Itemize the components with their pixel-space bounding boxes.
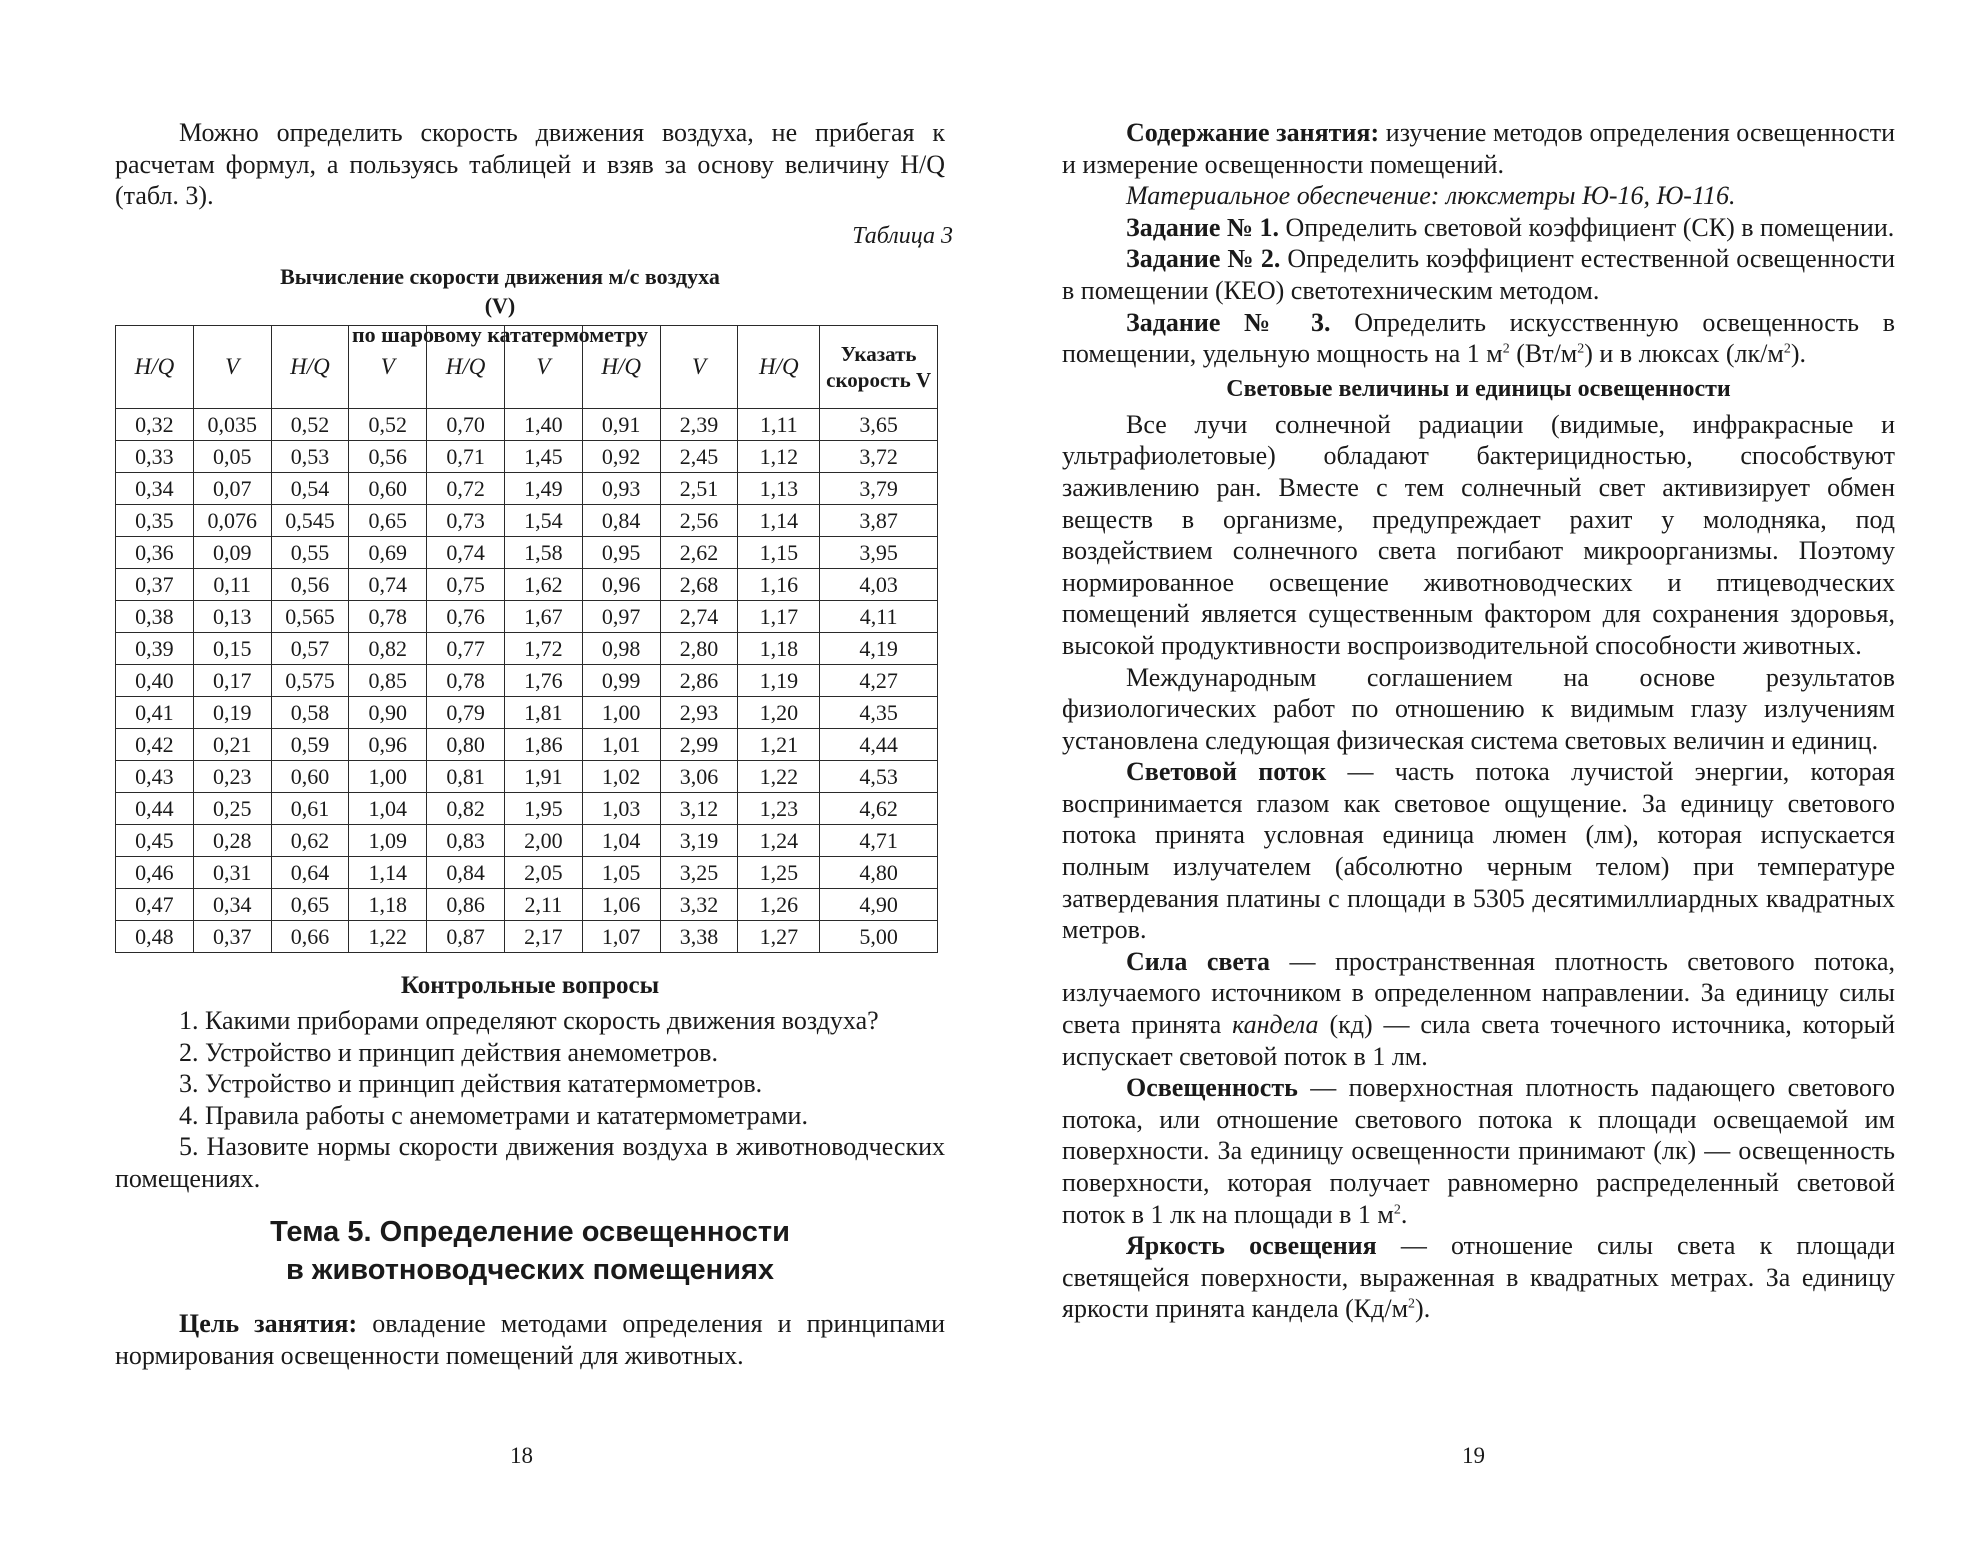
table-row [116, 505, 938, 537]
table-row [116, 825, 938, 857]
table-cell: 0,05 [193, 441, 271, 473]
table-cell: 1,21 [738, 729, 820, 761]
table-cell: 0,23 [193, 761, 271, 793]
column-header: V [349, 326, 427, 409]
left-page [115, 0, 953, 1542]
definition-luminous-flux: — часть потока лучистой энергии, которая воспринимается глазом как световое ощущение. За единицу светового потока принята условная единица люмен (лм), которая испускается полным излучателем (абсолютно черным телом) при температуре затвердевания платины с площади в 5305 десятимиллиардных квадратных метров. [1062, 757, 1896, 945]
table-cell: 0,95 [582, 537, 660, 569]
table-cell: 4,90 [820, 889, 938, 921]
task-3-text: ) и в люксах (лк/м [1584, 339, 1784, 369]
table-row [116, 761, 938, 793]
superscript: 2 [1393, 1201, 1401, 1217]
content-label: Содержание занятия: [1126, 118, 1380, 147]
table-cell: 1,45 [504, 441, 582, 473]
table-title-line-2: по шаровому кататермометру [351, 322, 649, 347]
question-item: 5. Назовите нормы скорости движения воздуха в животноводческих помещениях. [115, 1132, 945, 1193]
table-cell: 0,19 [193, 697, 271, 729]
table-cell: 0,575 [271, 665, 349, 697]
table-cell: 0,37 [193, 921, 271, 953]
table-cell: 0,74 [349, 569, 427, 601]
table-cell: 1,03 [582, 793, 660, 825]
table-cell: 0,62 [271, 825, 349, 857]
table-cell: 0,66 [271, 921, 349, 953]
term-candela: кандела [1232, 1010, 1319, 1040]
table-cell: 0,55 [271, 537, 349, 569]
column-header: V [193, 326, 271, 409]
table-cell: 0,13 [193, 601, 271, 633]
table-cell: 0,82 [349, 633, 427, 665]
table-cell: 1,26 [738, 889, 820, 921]
table-cell: 4,27 [820, 665, 938, 697]
column-header-speed: Указать скорость V [820, 326, 938, 409]
table-cell: 4,62 [820, 793, 938, 825]
question-item: 4. Правила работы с анемометрами и кататермометрами. [179, 1100, 808, 1130]
table-cell: 0,79 [427, 697, 505, 729]
table-row [116, 665, 938, 697]
table-cell: 2,99 [660, 729, 738, 761]
table-cell: 3,72 [820, 441, 938, 473]
table-cell: 3,19 [660, 825, 738, 857]
question-item: 1. Какими приборами определяют скорость движения воздуха? [179, 1006, 879, 1035]
paragraph-brightness [1062, 1230, 1895, 1325]
task-2 [1062, 243, 1895, 306]
table-cell: 2,00 [504, 825, 582, 857]
speed-table [115, 325, 938, 953]
table-cell: 4,71 [820, 825, 938, 857]
table-cell: 0,44 [116, 793, 194, 825]
table-cell: 1,05 [582, 857, 660, 889]
table-cell: 0,57 [271, 633, 349, 665]
right-text [1062, 117, 1895, 1325]
definition-illuminance: — поверхностная плотность падающего светового потока, или отношение светового потока к площади освещаемой им поверхности. За единицу освещенности принимают (лк) — освещенность поверхности, которая получает равномерно распределенный световой поток в 1 лк на площади в 1 м [1062, 1073, 1895, 1229]
table-cell: 3,32 [660, 889, 738, 921]
table-cell: 3,87 [820, 505, 938, 537]
table-cell: 2,68 [660, 569, 738, 601]
superscript: 2 [1577, 341, 1585, 357]
table-cell: 1,07 [582, 921, 660, 953]
question-item: 3. Устройство и принцип действия кататермометров. [179, 1069, 763, 1099]
goal-label: Цель занятия: [179, 1309, 358, 1338]
table-cell: 0,72 [427, 473, 505, 505]
table-cell: 1,25 [738, 857, 820, 889]
table-row [116, 857, 938, 889]
paragraph-agreement: Международным соглашением на основе результатов физиологических работ по отношению к видимым глазу излучениям установлена следующая физическая система световых величин и единиц. [1062, 662, 1895, 755]
table-cell: 0,25 [193, 793, 271, 825]
table-cell: 4,35 [820, 697, 938, 729]
table-cell: 1,16 [738, 569, 820, 601]
materials-text: Материальное обеспечение: люксметры Ю-16, Ю-116. [1126, 181, 1736, 211]
intro-paragraph: Можно определить скорость движения воздуха, не прибегая к расчетам формул, а пользуясь таблицей и взяв за основу величину H/Q (табл. 3). [115, 118, 945, 211]
table-cell: 0,07 [193, 473, 271, 505]
column-header: V [504, 326, 582, 409]
table-cell: 0,37 [116, 569, 194, 601]
table-cell: 0,34 [193, 889, 271, 921]
term-brightness: Яркость освещения [1126, 1231, 1377, 1261]
table-cell: 1,00 [582, 697, 660, 729]
content-text: изучение методов определения освещенности и измерение освещенности помещений. [1062, 118, 1895, 179]
table-row [116, 921, 938, 953]
table-header-row [116, 326, 938, 409]
paragraph-luminous-flux [1062, 756, 1895, 946]
table-cell: 4,11 [820, 601, 938, 633]
table-cell: 1,24 [738, 825, 820, 857]
table-row [116, 697, 938, 729]
table-cell: 4,80 [820, 857, 938, 889]
table-cell: 0,73 [427, 505, 505, 537]
table-cell: 1,86 [504, 729, 582, 761]
table-cell: 0,56 [349, 441, 427, 473]
table-cell: 0,17 [193, 665, 271, 697]
table-cell: 3,79 [820, 473, 938, 505]
table-cell: 2,11 [504, 889, 582, 921]
table-cell: 0,65 [271, 889, 349, 921]
table-cell: 0,97 [582, 601, 660, 633]
table-caption: Таблица 3 [852, 223, 953, 249]
goal-paragraph [115, 1308, 945, 1371]
table-row [116, 633, 938, 665]
column-header: H/Q [738, 326, 820, 409]
table-cell: 1,54 [504, 505, 582, 537]
table-cell: 2,51 [660, 473, 738, 505]
table-cell: 0,52 [349, 409, 427, 441]
table-cell: 3,95 [820, 537, 938, 569]
table-cell: 0,15 [193, 633, 271, 665]
table-cell: 0,35 [116, 505, 194, 537]
task-3 [1062, 307, 1895, 370]
table-cell: 0,36 [116, 537, 194, 569]
table-row [116, 729, 938, 761]
table-cell: 0,52 [271, 409, 349, 441]
table-cell: 0,40 [116, 665, 194, 697]
table-cell: 1,20 [738, 697, 820, 729]
table-cell: 0,48 [116, 921, 194, 953]
table-cell: 0,565 [271, 601, 349, 633]
task-2-text: Определить коэффициент естественной освещенности в помещении (КЕО) светотехническим методом. [1062, 244, 1895, 305]
table-cell: 0,91 [582, 409, 660, 441]
table-cell: 0,56 [271, 569, 349, 601]
table-row [116, 889, 938, 921]
table-cell: 0,09 [193, 537, 271, 569]
table-cell: 0,39 [116, 633, 194, 665]
table-cell: 0,32 [116, 409, 194, 441]
table-cell: 1,15 [738, 537, 820, 569]
table-cell: 0,81 [427, 761, 505, 793]
table-cell: 0,69 [349, 537, 427, 569]
table-row [116, 601, 938, 633]
table-cell: 2,39 [660, 409, 738, 441]
table-cell: 0,98 [582, 633, 660, 665]
table-cell: 2,17 [504, 921, 582, 953]
table-cell: 1,23 [738, 793, 820, 825]
table-cell: 3,38 [660, 921, 738, 953]
table-cell: 1,19 [738, 665, 820, 697]
table-cell: 4,03 [820, 569, 938, 601]
table-cell: 1,40 [504, 409, 582, 441]
definition-luminous-intensity-end: (кд) — сила света точечного источника, который испускает световой поток в 1 лм. [1062, 1010, 1895, 1071]
table-cell: 1,09 [349, 825, 427, 857]
column-header: H/Q [427, 326, 505, 409]
table-cell: 2,80 [660, 633, 738, 665]
task-1-text: Определить световой коэффициент (СК) в помещении. [1279, 212, 1895, 242]
table-cell: 2,05 [504, 857, 582, 889]
materials-paragraph [1062, 180, 1895, 212]
table-cell: 4,53 [820, 761, 938, 793]
table-cell: 1,14 [738, 505, 820, 537]
table-cell: 0,076 [193, 505, 271, 537]
table-cell: 2,62 [660, 537, 738, 569]
table-cell: 1,76 [504, 665, 582, 697]
table-cell: 2,56 [660, 505, 738, 537]
table-cell: 0,87 [427, 921, 505, 953]
term-luminous-flux: Световой поток [1126, 757, 1327, 787]
table-row [116, 409, 938, 441]
table-cell: 1,58 [504, 537, 582, 569]
table-cell: 2,86 [660, 665, 738, 697]
table-cell: 0,61 [271, 793, 349, 825]
table-cell: 3,12 [660, 793, 738, 825]
table-cell: 0,45 [116, 825, 194, 857]
table-row [116, 537, 938, 569]
table-cell: 1,18 [349, 889, 427, 921]
table-cell: 0,71 [427, 441, 505, 473]
table-cell: 0,65 [349, 505, 427, 537]
table-cell: 0,47 [116, 889, 194, 921]
table-body [116, 409, 938, 953]
table-cell: 1,91 [504, 761, 582, 793]
task-1 [1062, 212, 1895, 244]
table-cell: 3,25 [660, 857, 738, 889]
superscript: 2 [1502, 341, 1510, 357]
table-cell: 0,38 [116, 601, 194, 633]
table-cell: 2,74 [660, 601, 738, 633]
table-cell: 0,42 [116, 729, 194, 761]
table-cell: 1,72 [504, 633, 582, 665]
section-heading: Световые величины и единицы освещенности [1226, 375, 1731, 402]
table-cell: 0,28 [193, 825, 271, 857]
table-row [116, 441, 938, 473]
table-cell: 0,77 [427, 633, 505, 665]
topic-heading [115, 1213, 945, 1289]
table-cell: 1,04 [582, 825, 660, 857]
task-3-text: (Вт/м [1509, 339, 1578, 369]
table-cell: 0,70 [427, 409, 505, 441]
term-luminous-intensity: Сила света [1126, 946, 1271, 976]
table-cell: 1,67 [504, 601, 582, 633]
table-cell: 1,14 [349, 857, 427, 889]
page-number-right: 19 [1462, 1443, 1485, 1468]
column-header: V [660, 326, 738, 409]
table-cell: 2,45 [660, 441, 738, 473]
topic-line-2: в животноводческих помещениях [286, 1254, 774, 1286]
column-header: H/Q [271, 326, 349, 409]
table-cell: 0,58 [271, 697, 349, 729]
task-1-label: Задание № 1. [1126, 212, 1280, 242]
page-number-left: 18 [510, 1443, 533, 1468]
paragraph-radiation: Все лучи солнечной радиации (видимые, инфракрасные и ультрафиолетовые) обладают бактерицидностью, способствуют заживлению ран. Вместе с тем солнечный свет активизирует обмен веществ в организме, предупреждает рахит у молодняка, под воздействием солнечного света погибают микроорганизмы. Поэтому нормированное освещение животноводческих и птицеводческих помещений является существенным фактором для сохранения здоровья, высокой продуктивности воспроизводительной способности животных. [1062, 409, 1895, 660]
table-cell: 1,13 [738, 473, 820, 505]
task-3-text: Определить искусственную освещенность в помещении, удельную мощность на 1 м [1062, 307, 1895, 369]
table-cell: 1,02 [582, 761, 660, 793]
definition-brightness-end: ). [1415, 1294, 1431, 1324]
table-cell: 0,545 [271, 505, 349, 537]
table-cell: 5,00 [820, 921, 938, 953]
table-cell: 1,12 [738, 441, 820, 473]
table-cell: 0,80 [427, 729, 505, 761]
table-cell: 0,85 [349, 665, 427, 697]
right-page [1062, 0, 1895, 1542]
goal-text: овладение методами определения и принципами нормирования освещенности помещений для животных. [115, 1309, 945, 1370]
table-cell: 0,64 [271, 857, 349, 889]
table-cell: 0,78 [349, 601, 427, 633]
paragraph-luminous-intensity [1062, 946, 1895, 1072]
table-cell: 0,035 [193, 409, 271, 441]
term-illuminance: Освещенность [1126, 1073, 1298, 1103]
questions-heading: Контрольные вопросы [400, 972, 660, 999]
table-cell: 0,59 [271, 729, 349, 761]
table-row [116, 569, 938, 601]
table-title-line-1: Вычисление скорости движения м/с воздуха (V) [280, 264, 720, 318]
table-cell: 0,33 [116, 441, 194, 473]
table-cell: 0,31 [193, 857, 271, 889]
table-cell: 0,83 [427, 825, 505, 857]
superscript: 2 [1408, 1296, 1416, 1312]
table-cell: 0,21 [193, 729, 271, 761]
table-cell: 0,84 [582, 505, 660, 537]
table-cell: 0,41 [116, 697, 194, 729]
table-cell: 1,27 [738, 921, 820, 953]
table-cell: 0,86 [427, 889, 505, 921]
paragraph-illuminance [1062, 1072, 1895, 1230]
table-cell: 3,06 [660, 761, 738, 793]
table-cell: 0,11 [193, 569, 271, 601]
table-cell: 1,04 [349, 793, 427, 825]
table-cell: 1,06 [582, 889, 660, 921]
table-cell: 0,96 [582, 569, 660, 601]
table-cell: 0,46 [116, 857, 194, 889]
table-cell: 0,54 [271, 473, 349, 505]
table-cell: 0,78 [427, 665, 505, 697]
questions-list [115, 1005, 945, 1195]
table-cell: 1,22 [738, 761, 820, 793]
task-3-text: ). [1790, 339, 1807, 369]
table-cell: 1,00 [349, 761, 427, 793]
table-cell: 0,53 [271, 441, 349, 473]
table-cell: 1,11 [738, 409, 820, 441]
table-cell: 0,90 [349, 697, 427, 729]
table-cell: 1,22 [349, 921, 427, 953]
definition-brightness: — отношение силы света к площади светящейся поверхности, выраженная в квадратных метрах. За единицу яркости принята кандела (Кд/м [1062, 1231, 1895, 1324]
column-header: H/Q [116, 326, 194, 409]
table-cell: 0,96 [349, 729, 427, 761]
table-row [116, 473, 938, 505]
table-cell: 0,82 [427, 793, 505, 825]
definition-luminous-intensity: — пространственная плотность светового потока, излучаемого источником в определенном направлении. За единицу силы света принята [1062, 946, 1895, 1040]
table-cell: 1,17 [738, 601, 820, 633]
table-cell: 0,43 [116, 761, 194, 793]
table-cell: 1,49 [504, 473, 582, 505]
table-cell: 0,75 [427, 569, 505, 601]
table-cell: 0,84 [427, 857, 505, 889]
question-item: 2. Устройство и принцип действия анемометров. [179, 1037, 718, 1067]
table-cell: 1,01 [582, 729, 660, 761]
table-cell: 1,62 [504, 569, 582, 601]
table-cell: 1,95 [504, 793, 582, 825]
table-row [116, 793, 938, 825]
table-cell: 0,60 [271, 761, 349, 793]
definition-illuminance-end: . [1400, 1199, 1408, 1229]
table-cell: 2,93 [660, 697, 738, 729]
task-2-label: Задание № 2. [1126, 244, 1281, 274]
table-cell: 0,92 [582, 441, 660, 473]
column-header: H/Q [582, 326, 660, 409]
content-paragraph [1062, 117, 1895, 180]
superscript: 2 [1783, 341, 1791, 357]
task-3-label: Задание № 3. [1126, 307, 1331, 337]
table-cell: 0,34 [116, 473, 194, 505]
table-cell: 4,44 [820, 729, 938, 761]
table-cell: 0,93 [582, 473, 660, 505]
topic-line-1: Тема 5. Определение освещенности [270, 1216, 790, 1248]
table-cell: 3,65 [820, 409, 938, 441]
table-cell: 0,99 [582, 665, 660, 697]
table-cell: 0,74 [427, 537, 505, 569]
table-cell: 1,18 [738, 633, 820, 665]
table-cell: 1,81 [504, 697, 582, 729]
table-cell: 4,19 [820, 633, 938, 665]
table-cell: 0,76 [427, 601, 505, 633]
table-cell: 0,60 [349, 473, 427, 505]
